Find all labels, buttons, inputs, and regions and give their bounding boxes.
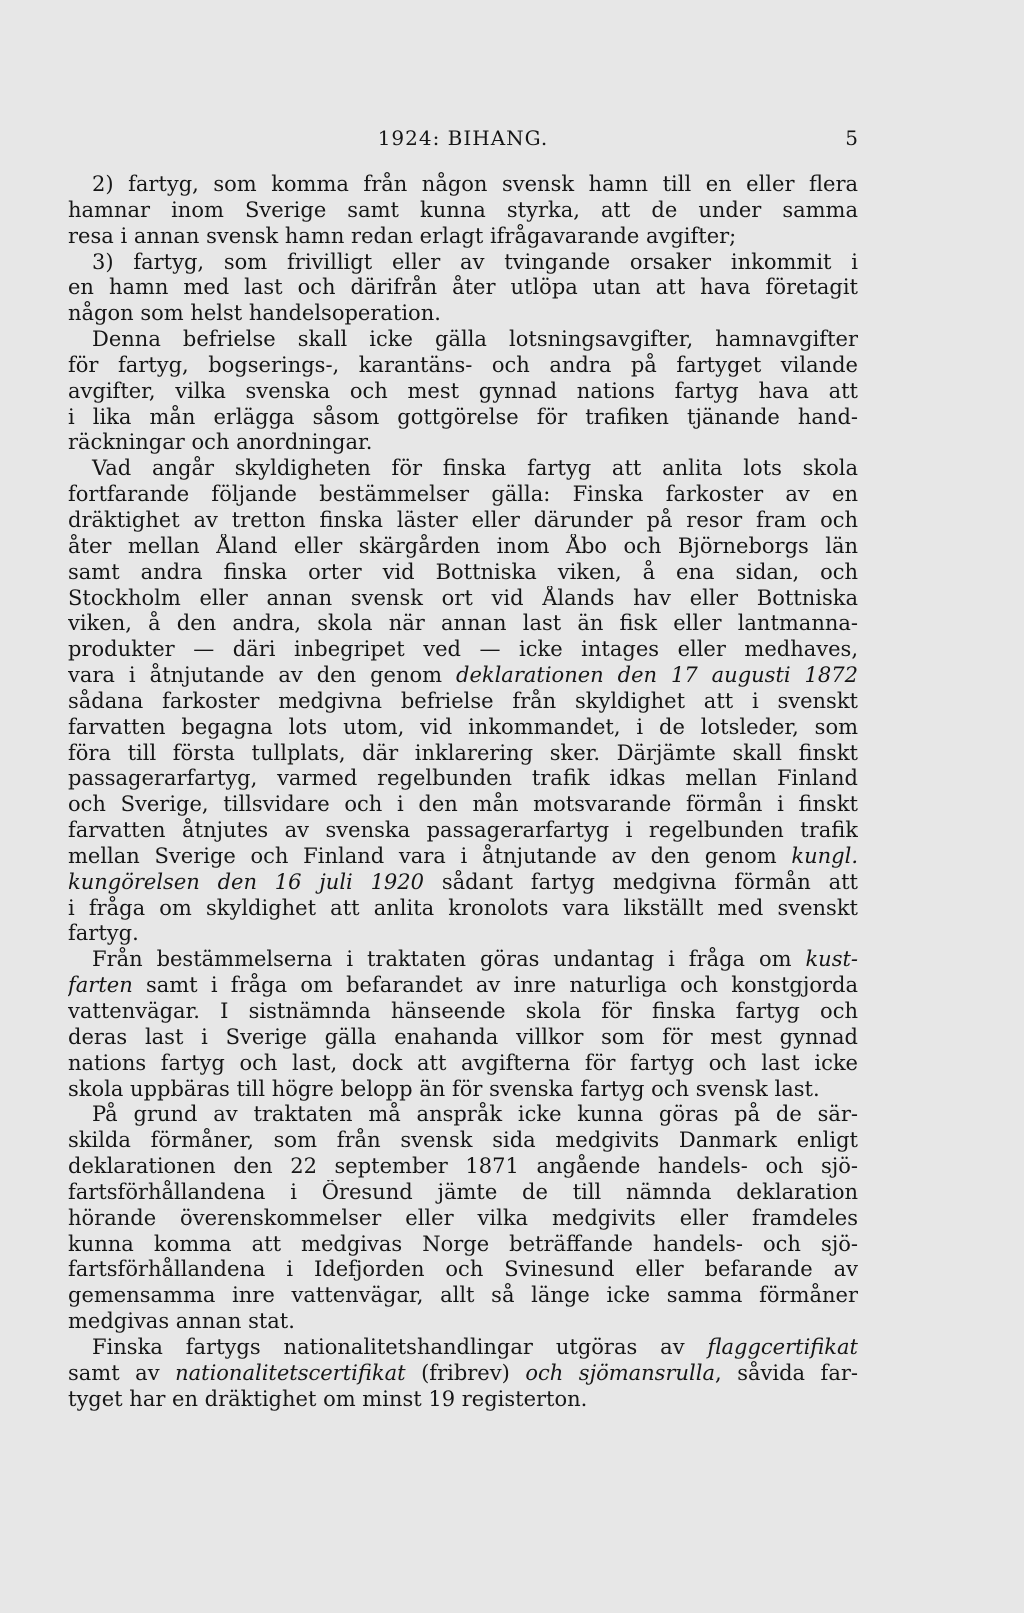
text-run: sådant fartyg medgivna förmån att	[424, 869, 858, 894]
text-line	[68, 689, 858, 715]
text-run: i fråga om skyldighet att anlita kronolots vara likställt med svenskt	[68, 895, 858, 920]
text-line	[68, 896, 858, 922]
text-line	[68, 1309, 858, 1335]
text-line	[68, 921, 858, 947]
italic-text: kungl.	[791, 843, 858, 868]
text-run: Vad angår skyldigheten för finska fartyg att anlita lots skola	[92, 456, 858, 481]
text-run: tyget har en dräktighet om minst 19 registerton.	[68, 1386, 588, 1411]
text-run: åter mellan Åland eller skärgården inom Åbo och Björneborgs län	[68, 533, 858, 558]
text-run: deras last i Sverige gälla enahanda villkor som för mest gynnad	[68, 1024, 858, 1049]
text-run: skilda förmåner, som från svensk sida medgivits Danmark enligt	[68, 1128, 858, 1153]
text-run: viken, å den andra, skola när annan last än fisk eller lantmanna-	[68, 611, 858, 636]
text-line	[68, 224, 858, 250]
text-run: samt i fråga om befarandet av inre naturliga och konstgjorda	[132, 973, 858, 998]
text-run: vara i åtnjutande av den genom	[68, 663, 456, 688]
page-number: 5	[845, 126, 858, 150]
text-run: 2) fartyg, som komma från någon svensk hamn till en eller flera	[92, 172, 858, 196]
text-run: vattenvägar. I sistnämnda hänseende skola för finska fartyg och	[68, 999, 858, 1023]
text-run: Stockholm eller annan svensk ort vid Ålands hav eller Bottniska	[68, 585, 858, 610]
text-run: skola uppbäras till högre belopp än för svenska fartyg och svensk last.	[68, 1076, 820, 1101]
text-run: samt av	[68, 1360, 176, 1385]
text-run: (fribrev)	[405, 1360, 526, 1385]
text-line	[68, 250, 858, 276]
italic-text: deklarationen den 17 augusti 1872	[456, 663, 858, 688]
text-line	[68, 1335, 858, 1361]
text-line	[68, 301, 858, 327]
text-line	[68, 586, 858, 612]
text-run: deklarationen den 22 september 1871 angående handels- och sjö-	[68, 1154, 858, 1179]
text-run: nations fartyg och last, dock att avgifterna för fartyg och last icke	[68, 1050, 858, 1075]
text-line	[68, 1154, 858, 1180]
text-run: resa i annan svensk hamn redan erlagt ifrågavarande avgifter;	[68, 223, 737, 248]
text-line	[68, 560, 858, 586]
text-run: avgifter, vilka svenska och mest gynnad nations fartyg hava att	[68, 378, 858, 403]
text-run: hamnar inom Sverige samt kunna styrka, att de under samma	[68, 197, 858, 222]
text-run: kunna komma att medgivas Norge beträffande handels- och sjö-	[68, 1231, 858, 1256]
text-line	[68, 870, 858, 896]
text-run: en hamn med last och därifrån åter utlöpa utan att hava företagit	[68, 275, 858, 300]
text-run: hörande överenskommelser eller vilka medgivits eller framdeles	[68, 1205, 858, 1230]
text-run: föra till första tullplats, där inklarering sker. Därjämte skall finskt	[68, 740, 858, 765]
text-run: dräktighet av tretton finska läster eller därunder på resor fram och	[68, 507, 858, 532]
text-run: sådana farkoster medgivna befrielse från skyldighet att i svenskt	[68, 688, 858, 713]
text-run: i lika mån erlägga såsom gottgörelse för trafiken tjänande hand-	[68, 404, 858, 429]
text-line	[68, 715, 858, 741]
text-line	[68, 327, 858, 353]
text-line	[68, 508, 858, 534]
text-line	[68, 275, 858, 301]
italic-text: nationalitetscertifikat	[175, 1360, 406, 1385]
text-line	[68, 172, 858, 198]
text-line	[68, 1180, 858, 1206]
text-line	[68, 637, 858, 663]
text-run: produkter — däri inbegripet ved — icke intages eller medhaves,	[68, 637, 858, 662]
text-line	[68, 1387, 858, 1413]
text-run: någon som helst handelsoperation.	[68, 301, 441, 326]
text-run: gemensamma inre vattenvägar, allt så länge icke samma förmåner	[68, 1283, 858, 1308]
text-run: passagerarfartyg, varmed regelbunden trafik idkas mellan Finland	[68, 766, 858, 791]
text-line	[68, 973, 858, 999]
text-line	[68, 766, 858, 792]
text-run: Denna befrielse skall icke gälla lotsningsavgifter, hamnavgifter	[92, 327, 858, 352]
italic-text: farten	[68, 973, 133, 998]
text-run: Från bestämmelserna i traktaten göras undantag i fråga om	[92, 947, 806, 972]
text-line	[68, 999, 858, 1025]
italic-text: kungörelsen den 16 juli 1920	[68, 869, 425, 894]
text-run: mellan Sverige och Finland vara i åtnjutande av den genom	[68, 843, 792, 868]
text-line	[68, 482, 858, 508]
text-run: samt andra finska orter vid Bottniska viken, å ena sidan, och	[68, 559, 858, 584]
text-run: medgivas annan stat.	[68, 1309, 295, 1334]
text-line	[68, 792, 858, 818]
text-line	[68, 1206, 858, 1232]
text-line	[68, 405, 858, 431]
text-run: På grund av traktaten må anspråk icke kunna göras på de sär-	[92, 1102, 858, 1127]
text-line	[68, 1025, 858, 1051]
italic-text: kust-	[805, 947, 858, 972]
text-line	[68, 456, 858, 482]
text-line	[68, 534, 858, 560]
text-run: farvatten åtnjutes av svenska passagerarfartyg i regelbunden trafik	[68, 818, 858, 843]
body-text	[68, 172, 858, 1413]
page-header	[68, 122, 858, 152]
text-line	[68, 1102, 858, 1128]
text-line	[68, 430, 858, 456]
text-run: fartsförhållandena i Idefjorden och Svinesund eller befarande av	[68, 1257, 858, 1282]
text-line	[68, 379, 858, 405]
text-line	[68, 663, 858, 689]
text-line	[68, 844, 858, 870]
italic-text: flaggcertifikat	[707, 1334, 858, 1359]
text-line	[68, 1257, 858, 1283]
text-run: räckningar och anordningar.	[68, 430, 373, 455]
text-run: fartsförhållandena i Öresund jämte de till nämnda deklaration	[68, 1179, 858, 1204]
text-line	[68, 1361, 858, 1387]
text-run: fortfarande följande bestämmelser gälla: Finska farkoster av en	[68, 482, 858, 507]
text-run: , såvida far-	[714, 1360, 858, 1385]
text-run: 3) fartyg, som frivilligt eller av tvingande orsaker inkommit i	[92, 249, 858, 274]
text-line	[68, 1051, 858, 1077]
text-run: farvatten begagna lots utom, vid inkommandet, i de lotsleder, som	[68, 714, 858, 739]
text-line	[68, 198, 858, 224]
italic-text: och sjömansrulla	[525, 1360, 715, 1385]
text-line	[68, 1128, 858, 1154]
text-line	[68, 353, 858, 379]
text-run: och Sverige, tillsvidare och i den mån motsvarande förmån i finskt	[68, 792, 858, 817]
text-line	[68, 1232, 858, 1258]
text-line	[68, 611, 858, 637]
text-run: för fartyg, bogserings-, karantäns- och andra på fartyget vilande	[68, 352, 858, 377]
text-line	[68, 1283, 858, 1309]
text-line	[68, 947, 858, 973]
text-run: Finska fartygs nationalitetshandlingar utgöras av	[92, 1334, 708, 1359]
text-line	[68, 741, 858, 767]
running-title: 1924: BIHANG.	[377, 126, 549, 150]
text-run: fartyg.	[68, 921, 139, 946]
text-line	[68, 818, 858, 844]
text-line	[68, 1077, 858, 1103]
